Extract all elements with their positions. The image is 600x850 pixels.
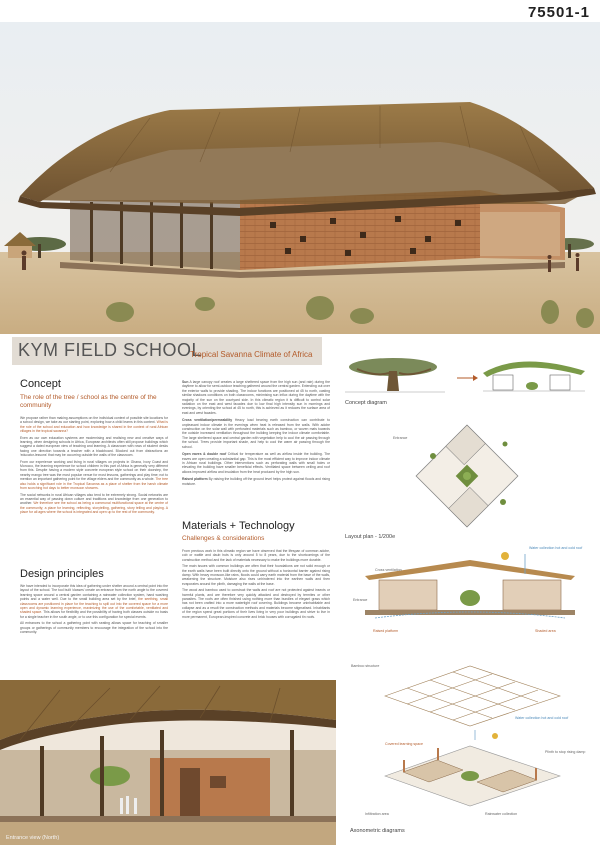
concept-section: [20, 378, 168, 515]
entrance-view-caption: Entrance view (North): [6, 835, 60, 841]
covered-learning-label: Covered learning space: [385, 742, 423, 746]
entrance-view-illustration: [0, 680, 336, 845]
design-p1: We have intended to incorporate this idea of gathering under shelter around a central point into the layout of the school. The tool built 'classes' create an entrance from the north angle to the covered learning space around a central garden containing a rainwater collection system, hand washing points and a water well. Due to the small building area set by the brief,: [20, 584, 168, 602]
layout-plan: [345, 422, 590, 542]
materials-p3: The wood and bamboo used to construct the walls and roof are not protected against insects or harmful plants, and are therefore very quickly attacked and destroyed by termites or other parasites. The roofs are often finished using nothing more than bundles of elegant grass which has not been crafted into a more watertight roof covering. Buildings become uninhabitable and collapse and as a result the construction methods and materials become stigmatised. Inhabitants of the region spend great portions of their lives living in very poor buildings and strive to live in more permanent, European-inspired concrete and brick houses with corrugated tin roofs.: [182, 588, 330, 619]
concept-p1-highlight: What is the role of the school and education and how knowledge is shared in the context of rural African villages in the tropical savanna?: [20, 420, 168, 434]
rainwater-collection-label: Rainwater collection: [485, 812, 518, 816]
infiltration-area-label: Infiltration area: [365, 812, 389, 816]
open-label: Open eaves & double roof: [182, 452, 227, 457]
cross-text: Heavy load bearing earth construction can contribute to unpleasant indoor climate in the evenings when heat is released from the walls. With adobe construction on the solar wall with perforated materials such as bamboo, or woven mats towards the outside increased ventilation throughout the building keeping the indoor climate comfortable. The large sheltered space and central garden with vegetation help to cool the air passing through the school. Trees provide important shade, and help to cool the warm air passing through the school.: [182, 418, 330, 449]
concept-diagram-drawing: [345, 345, 590, 400]
hero-rendering: [0, 22, 600, 334]
raised-label: Raised platform: [182, 477, 208, 482]
climate-section: [182, 380, 330, 486]
water-collection-axo-label: Water collection hot and cold roof: [515, 716, 569, 720]
design-body: [20, 584, 168, 634]
climate-body: [182, 380, 330, 486]
concept-p4-highlight: We therefore see the school as being a communal multifunctional space at the centre of the community; a place for learning, reflecting, storytelling, gathering, story telling and playing. A place for all ages where the school is integrated and open up to the rest of the community.: [20, 501, 168, 515]
sun-label: Sun: [182, 380, 189, 384]
sun-text: A large canopy roof creates a large sheltered space from the high sun (and rain) during the daytime to allow for semi-outdoor teaching gathered around the central garden. Extending out over the exterior walls to provide shading. The indoor functions are positioned at 45 to north, casting similar shadows conditions on both classrooms, minimising sun influx during the daytime with the majority of the sun on the courtyard side. In this climatic region it is difficult to control solar radiation on the east and west facades due to low final high intensity sun in mornings and evenings, by orienting the school at 45 to north, this is achieved as it reduces the surface area of east and west facades.: [182, 380, 330, 415]
plinth-label: Plinth to stop rising damp: [545, 750, 586, 754]
materials-section: [182, 520, 330, 619]
entrance-section-label: Entrance: [353, 598, 368, 602]
concept-p3: From our experience working and living in rural villages on projects in Ghana, Ivory Coast and Morocco, the learning experience for school children in this part of Africa is generally very different from this. Despite having a modern style concrete european style school on their doorstep, the nearby mango tree was the most popular venue for most lessons, gatherings and play time; not to mention an important gathering point for the village elders and the community as a whole.: [20, 459, 168, 482]
project-subtitle: Tropical Savanna Climate of Africa: [190, 350, 313, 359]
materials-body: [182, 549, 330, 619]
raised-platform-label: Raised platform: [373, 629, 399, 633]
materials-heading: Materials + Technology: [182, 520, 295, 532]
concept-heading: Concept: [20, 378, 61, 390]
materials-p1: From previous work in this climatic region we have observed that the lifespan of common adobe, cob or wattle and daub huts is only around 5 to 8 years, due to the shortcomings of the construction method and the lack of materials necessary to make the buildings more durable.: [182, 549, 330, 562]
materials-p2: The main issues with common buildings are often that their foundations are not solid enough or the earth walls have been built directly onto the ground without a horizontal barrier against rising damp. With heavy monsoon-like rains, floods could carry earth material from the base of the walls, weakening the structure. Moisture also rises unhindered into the earthen walls and then evaporates around the plinth, damaging the walls at the base.: [182, 564, 330, 586]
school-exterior-illustration: [0, 22, 600, 334]
cross-label: Cross ventilation/permeability: [182, 418, 233, 423]
section-diagram: [345, 546, 595, 656]
open-text: Critical for temperature as well as airflow inside the building. The eaves are open creating a substantial gap. This is the most efficient way to improve indoor climate in African rural buildings. Other interventions such as perforating walls with small holes or elevating the building have smaller beneficial effects. Ventilated space between ceiling and roof allows improved airflow and insulation from the heat produced by the high sun.: [182, 452, 331, 474]
materials-subheading: Challenges & considerations: [182, 535, 265, 542]
raised-text: By raising the building off the ground level helps protect against floods and rising moisture.: [182, 477, 330, 486]
layout-plan-caption: Layout plan - 1/200e: [345, 534, 396, 540]
bamboo-structure-label: Bamboo structure: [351, 664, 380, 668]
concept-body: [20, 416, 168, 515]
concept-p4: The social networks in rural African villages also tend to be extremely strong. Social networks are an essential way of passing down culture and traditions and knowledge from one generation to another.: [20, 492, 168, 506]
design-p1-highlight: the seething, small classrooms are positioned in place for the teaching to spill out into the covered space for a more open and dynamic learning experience, maximizing the use of the comfortable, ventilated and shaded space.: [20, 597, 168, 615]
concept-p1: We propose rather than making assumptions on the individual context of possible site locations for a school design, we take as our starting point, exploring how a child learns in this context.: [20, 416, 168, 425]
project-title: KYM FIELD SCHOOL: [18, 340, 203, 360]
concept-diagram-caption: Concept diagram: [345, 400, 387, 406]
concept-diagram: [345, 345, 590, 405]
design-section: [20, 568, 168, 634]
concept-subheading: The role of the tree / school as the centre of the community: [20, 394, 157, 409]
layout-plan-drawing: [345, 422, 590, 532]
section-drawing: [345, 546, 595, 626]
water-collection-label: Water collection hot and cold roof: [529, 546, 583, 550]
axonometric-diagrams: [345, 660, 595, 845]
concept-p3-highlight: The tree also holds a significant role in the Tropical Savanna as a place of shelter from the harsh climate from scorching hot days to better monsoon showers.: [20, 477, 168, 491]
design-heading: Design principles: [20, 568, 104, 580]
design-p2: All entrances to the school a gathering point with seating allows space for teaching of smaller groups or gatherings of community members to encourage the integration of the school into the community.: [20, 621, 168, 635]
axonometric-caption: Axonometric diagrams: [350, 828, 405, 834]
concept-p2: Even as our own education systems are modernising and realising new and creative ways of learning, when designing schools in Africa, European architects often still propose buildings which suggest a dated european view of teaching and learning. A classroom with rows of student desks facing one direction towards a teacher with a blackboard. Blocked out from distractions an 'educator-lessons' that may be occurring outside the walls of the classroom.: [20, 435, 168, 458]
design-p1-end: This allows for flexibility and the possibility of having both classes outside no basis for a single teacher in the south angle, or to use this configuration for special events.: [20, 610, 168, 619]
entry-id: 75501-1: [527, 4, 590, 21]
shaded-area-label: Shaded area: [535, 629, 556, 633]
cross-ventilation-label: Cross ventilation: [375, 568, 402, 572]
entrance-plan-label: Entrance: [393, 436, 408, 440]
entrance-view: [0, 680, 336, 845]
axonometric-drawing: [345, 660, 595, 820]
